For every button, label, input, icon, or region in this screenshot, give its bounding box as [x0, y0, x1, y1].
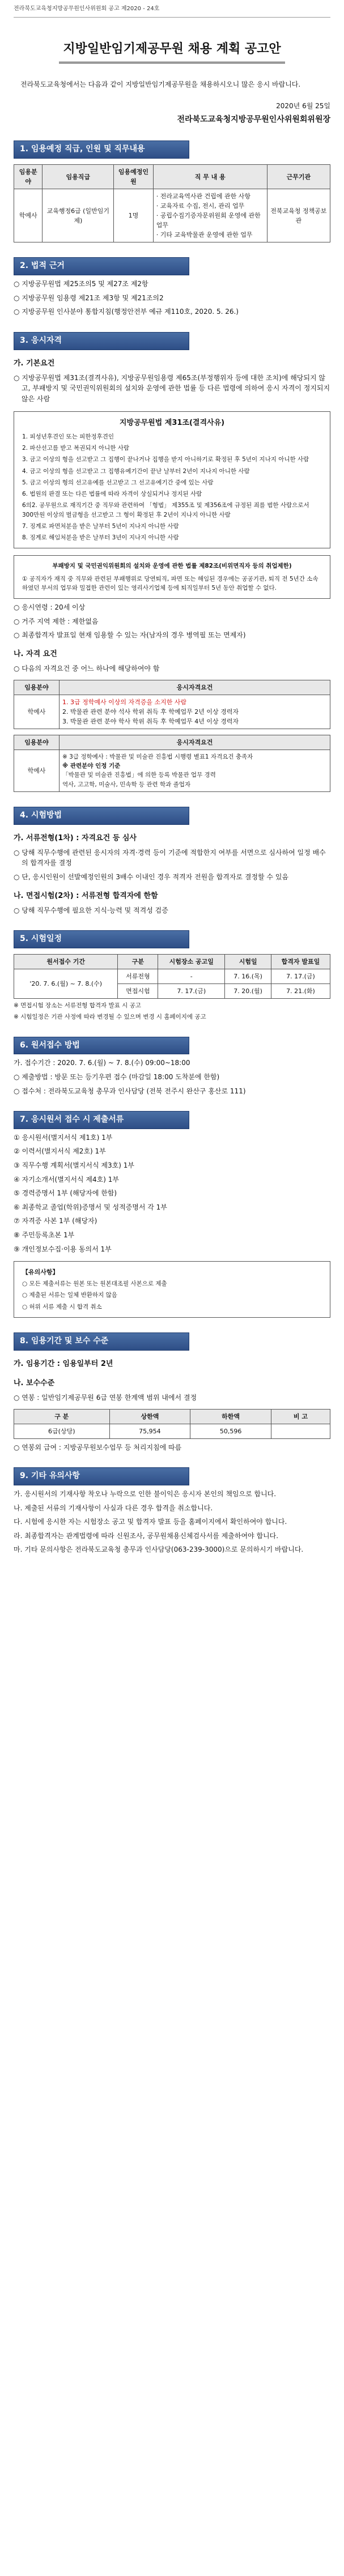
position-table [14, 164, 330, 242]
legal-basis-item: ○ 지방공무원 인사분야 통합지침(행정안전부 예규 제110호, 2020. 5. 26.) [14, 308, 239, 316]
pay-table-header: 하한액 [190, 1409, 271, 1424]
submission-item: ③ 직무수행 계획서(별지서식 제3호) 1부 [14, 1161, 134, 1170]
document-screening-item: ○ 당해 직무수행에 관련된 응시자의 자격·경력 등이 기준에 적합한지 여부를 서면으로 심사하여 일정 배수의 합격자를 결정 [14, 848, 326, 867]
qualification-note-item: ※ 관련분야 인정 기준 [62, 763, 121, 770]
disqualification-item: 5. 금고 이상의 형의 선고유예를 선고받고 그 선고유예기간 중에 있는 사람 [22, 479, 214, 486]
submission-item: ② 이력서(별지서식 제2호) 1부 [14, 1147, 106, 1156]
schedule-table-header: 구분 [118, 955, 158, 969]
schedule-kind: 면접시험 [118, 984, 158, 999]
position-table-header: 임용분야 [14, 165, 43, 189]
anti-corruption-title: 부패방지 및 국민권익위원회의 설치와 운영에 관한 법률 제82조(비위면직자 등의 취업제한) [52, 563, 292, 570]
gazette-header: 전라북도교육청지방공무원인사위원회 공고 제2020 - 24호 [14, 0, 330, 18]
section-6-heading: 6. 원서접수 방법 [14, 1037, 189, 1055]
notice-date: 2020년 6월 25일 [276, 102, 330, 110]
disqualification-item: 3. 금고 이상의 형을 선고받고 그 집행이 끝나거나 집행을 받지 아니하기로 확정된 후 5년이 지나지 아니한 사람 [22, 456, 309, 463]
submission-item: ⑦ 자격증 사본 1부 (해당자) [14, 1217, 97, 1225]
anti-corruption-text: ① 공직자가 재직 중 직무와 관련된 부패행위로 당연퇴직, 파면 또는 해임된 경우에는 공공기관, 퇴직 전 5년간 소속하였던 부서의 업무와 밀접한 관련이 있는 영리사기업체 등에 퇴직일부터 5년 동안 취업할 수 없다. [22, 575, 318, 591]
schedule-notice: - [158, 969, 225, 984]
disqualification-item: 8. 징계로 해임처분을 받은 날부터 3년이 지나지 아니한 사람 [22, 534, 179, 542]
qualification-table-header: 응시자격요건 [60, 680, 330, 695]
schedule-note: ※ 면접시험 장소는 서류전형 합격자 발표 시 공고 [14, 1002, 141, 1010]
pay-lower: 50,596 [190, 1424, 271, 1438]
qualification-note-field: 학예사 [14, 750, 60, 791]
document-screening-item: ○ 단, 응시인원이 선발예정인원의 3배수 이내인 경우 적격자 전원을 합격자로 결정할 수 있음 [14, 872, 289, 881]
qualification-note-item: 역사, 고고학, 미술사, 민속학 등 관련 학과 졸업자 [62, 781, 191, 788]
qualification-note-item: 「박물관 및 미술관 진흥법」에 의한 등록 박물관 업무 경력 [62, 772, 216, 779]
duty-item: · 공립수집기증자문위원회 운영에 관한 업무 [156, 212, 261, 229]
submission-item: ① 응시원서(별지서식 제1호) 1부 [14, 1133, 113, 1142]
other-notice-item: 라. 최종합격자는 관계법령에 따라 신원조사, 공무원채용신체검사서를 제출하여야 합니다. [14, 1531, 279, 1540]
section-4-heading: 4. 시험방법 [14, 807, 189, 825]
qualification-note-table [14, 735, 330, 792]
requirement-item: ○ 최종합격자 발표일 현재 임용할 수 있는 자(남자의 경우 병역필 또는 면제자) [14, 631, 246, 640]
legal-basis-item: ○ 지방공무원법 제25조의5 및 제27조 제2항 [14, 280, 148, 288]
disqualification-item: 1. 피성년후견인 또는 피한정후견인 [22, 433, 114, 440]
qualification-items [60, 695, 330, 729]
interview-heading: 나. 면접시험(2차) : 서류전형 합격자에 한함 [14, 891, 158, 900]
section-9-heading: 9. 기타 유의사항 [14, 1467, 189, 1485]
position-grade: 교육행정6급 (일반임기제) [43, 189, 114, 242]
duty-item: · 전라교육역사관 건립에 관한 사항 [156, 193, 251, 201]
disqualification-title: 지방공무원법 제31조(결격사유) [119, 418, 225, 427]
position-table-header: 직 무 내 용 [153, 165, 267, 189]
schedule-exam: 7. 16.(목) [225, 969, 271, 984]
submission-item: ⑥ 최종학교 졸업(학위)증명서 및 성적증명서 각 1부 [14, 1203, 167, 1211]
qualification-item: 3. 박물관 관련 분야 학사 학위 취득 후 학예업무 4년 이상 경력자 [62, 717, 239, 725]
schedule-table-header: 합격자 발표일 [271, 955, 330, 969]
duty-item: · 기타 교육박물관 운영에 관한 업무 [156, 231, 253, 239]
pay-table [14, 1409, 330, 1439]
term-heading: 가. 임용기간 : 임용일부터 2년 [14, 1359, 113, 1368]
interview-item: ○ 당해 직무수행에 필요한 지식·능력 및 적격성 검증 [14, 906, 168, 914]
qualification-field: 학예사 [14, 695, 60, 729]
schedule-table-header: 시험일 [225, 955, 271, 969]
requirement-item: ○ 거주 지역 제한 : 제한없음 [14, 617, 99, 625]
pay-text: ○ 연봉 : 일반임기제공무원 6급 연봉 한계액 범위 내에서 결정 [14, 1393, 197, 1402]
disqualification-item: 4. 금고 이상의 형을 선고받고 그 집행유예기간이 끝난 날부터 2년이 지나지 아니한 사람 [22, 467, 250, 475]
application-method-item: ○ 제출방법 : 방문 또는 등기우편 접수 (마감일 18:00 도착분에 한함) [14, 1072, 220, 1081]
other-notice-item: 다. 시험에 응시한 자는 시험장소 공고 및 합격자 발표 등을 홈페이지에서 확인하여야 합니다. [14, 1518, 287, 1526]
schedule-table-header: 원서접수 기간 [14, 955, 118, 969]
schedule-result: 7. 17.(금) [271, 969, 330, 984]
section-8-heading: 8. 임용기간 및 보수 수준 [14, 1332, 189, 1351]
other-notice-item: 나. 제출된 서류의 기재사항이 사실과 다른 경우 합격을 취소합니다. [14, 1504, 213, 1512]
submission-item: ④ 자기소개서(별지서식 제4호) 1부 [14, 1175, 119, 1183]
submission-item: ⑤ 경력증명서 1부 (해당자에 한함) [14, 1189, 117, 1198]
other-notice-item: 가. 응시원서의 기재사항 착오나 누락으로 인한 불이익은 응시자 본인의 책임으로 합니다. [14, 1489, 277, 1498]
schedule-note: ※ 시험일정은 기관 사정에 따라 변경될 수 있으며 변경 시 홈페이지에 공고 [14, 1014, 206, 1021]
section-5-heading: 5. 시험일정 [14, 930, 189, 948]
disqualification-item: 6의2. 공무원으로 재직기간 중 직무와 관련하여 「형법」 제355조 및 제356조에 규정된 죄를 범한 사람으로서 300만원 이상의 벌금형을 선고받고 그 형이 확정된 후 2년이 지나지 아니한 사람 [22, 502, 309, 518]
qualification-text: ○ 다음의 자격요건 중 어느 하나에 해당하여야 함 [14, 665, 160, 673]
remark-item: ○ 모든 제출서류는 원본 또는 원본대조필 사본으로 제출 [22, 1280, 167, 1288]
schedule-notice: 7. 17.(금) [158, 984, 225, 999]
qualification-table-header: 임용분야 [14, 680, 60, 695]
pay-upper: 75,954 [109, 1424, 190, 1438]
qualification-item: 2. 박물관 관련 분야 석사 학위 취득 후 학예업무 2년 이상 경력자 [62, 708, 239, 716]
submission-item: ⑨ 개인정보수집·이용 동의서 1부 [14, 1245, 112, 1253]
qualification-note-header: 임용분야 [14, 735, 60, 750]
qualification-table [14, 680, 330, 729]
qualification-item: 1. 3급 정학예사 이상의 자격증을 소지한 사람 [62, 698, 187, 706]
remark-item: ○ 제출된 서류는 일체 반환하지 않음 [22, 1292, 117, 1299]
position-duties [153, 189, 267, 242]
schedule-table [14, 954, 330, 999]
application-method-item: 가. 접수기간 : 2020. 7. 6.(월) ~ 7. 8.(수) 09:00~18:00 [14, 1059, 190, 1067]
application-method-item: ○ 접수처 : 전라북도교육청 총무과 인사담당 (전북 전주시 완산구 홍산로 111) [14, 1087, 246, 1095]
section-3-heading: 3. 응시자격 [14, 332, 189, 350]
basic-requirements-heading: 가. 기본요건 [14, 359, 55, 368]
application-period: '20. 7. 6.(월) ~ 7. 8.(수) [14, 969, 118, 999]
qualification-note-header: 응시자격요건 [60, 735, 330, 750]
schedule-exam: 7. 20.(월) [225, 984, 271, 999]
pay-table-header: 상한액 [109, 1409, 190, 1424]
submission-item: ⑧ 주민등록초본 1부 [14, 1230, 75, 1239]
disqualification-item: 6. 법원의 판결 또는 다른 법률에 따라 자격이 상실되거나 정지된 사람 [22, 491, 202, 498]
basic-requirements-text: ○ 지방공무원법 제31조(결격사유), 지방공무원임용령 제65조(부정행위자 등에 대한 조치)에 해당되지 않고, 부패방지 및 국민권익위원회의 설치와 운영에 관한 법률 등 다른 법령에 의하여 응시 자격이 정지되지 않은 사람 [14, 373, 330, 403]
position-agency: 전북교육청 정책공보관 [267, 189, 330, 242]
schedule-table-header: 시험장소 공고일 [158, 955, 225, 969]
pay-note [271, 1424, 330, 1438]
section-1-heading: 1. 임용예정 직급, 인원 및 직무내용 [14, 140, 189, 159]
position-field: 학예사 [14, 189, 43, 242]
pay-table-header: 구 분 [14, 1409, 110, 1424]
disqualification-item: 7. 징계로 파면처분을 받은 날부터 5년이 지나지 아니한 사람 [22, 522, 179, 530]
section-7-heading: 7. 응시원서 접수 시 제출서류 [14, 1111, 189, 1129]
remarks-title: 【유의사항】 [22, 1268, 59, 1276]
position-table-header: 근무기관 [267, 165, 330, 189]
schedule-kind: 서류전형 [118, 969, 158, 984]
position-table-header: 임용예정인원 [114, 165, 154, 189]
pay-kind: 6급(상당) [14, 1424, 110, 1438]
intro-text: 전라북도교육청에서는 다음과 같이 지방일반임기제공무원을 채용하시오니 많은 응시 바랍니다. [20, 80, 301, 88]
anti-corruption-box [14, 555, 330, 599]
section-2-heading: 2. 법적 근거 [14, 257, 189, 275]
document-title: 지방일반임기제공무원 채용 계획 공고안 [63, 41, 281, 56]
disqualification-box [14, 411, 330, 549]
issuing-organization: 전라북도교육청지방공무원인사위원회위원장 [177, 114, 330, 124]
document-screening-heading: 가. 서류전형(1차) : 자격요건 등 심사 [14, 833, 137, 842]
qualification-note-item: ※ 3급 정학예사 : 박물관 및 미술관 진흥법 시행령 별표1 자격요건 충족자 [62, 753, 253, 760]
other-notice-item: 마. 기타 문의사항은 전라북도교육청 총무과 인사담당(063-239-3000)으로 문의하시기 바랍니다. [14, 1545, 304, 1554]
position-count: 1명 [114, 189, 154, 242]
requirement-item: ○ 응시연령 : 20세 이상 [14, 603, 86, 612]
remark-item: ○ 허위 서류 제출 시 합격 취소 [22, 1303, 102, 1310]
pay-table-header: 비 고 [271, 1409, 330, 1424]
legal-basis-item: ○ 지방공무원 임용령 제21조 제3항 및 제21조의2 [14, 293, 164, 302]
pay-extra-note: ○ 연봉외 급여 : 지방공무원보수업무 등 처리지침에 따름 [14, 1443, 182, 1451]
disqualification-item: 2. 파산선고를 받고 복권되지 아니한 사람 [22, 444, 129, 452]
remarks-box [14, 1261, 330, 1318]
position-table-header: 임용직급 [43, 165, 114, 189]
schedule-result: 7. 21.(화) [271, 984, 330, 999]
qualification-heading: 나. 자격 요건 [14, 649, 57, 658]
qualification-note-items [60, 750, 330, 791]
duty-item: · 교육자료 수집, 전시, 관리 업무 [156, 202, 245, 210]
title-divider [59, 62, 285, 63]
pay-heading: 나. 보수수준 [14, 1378, 55, 1387]
